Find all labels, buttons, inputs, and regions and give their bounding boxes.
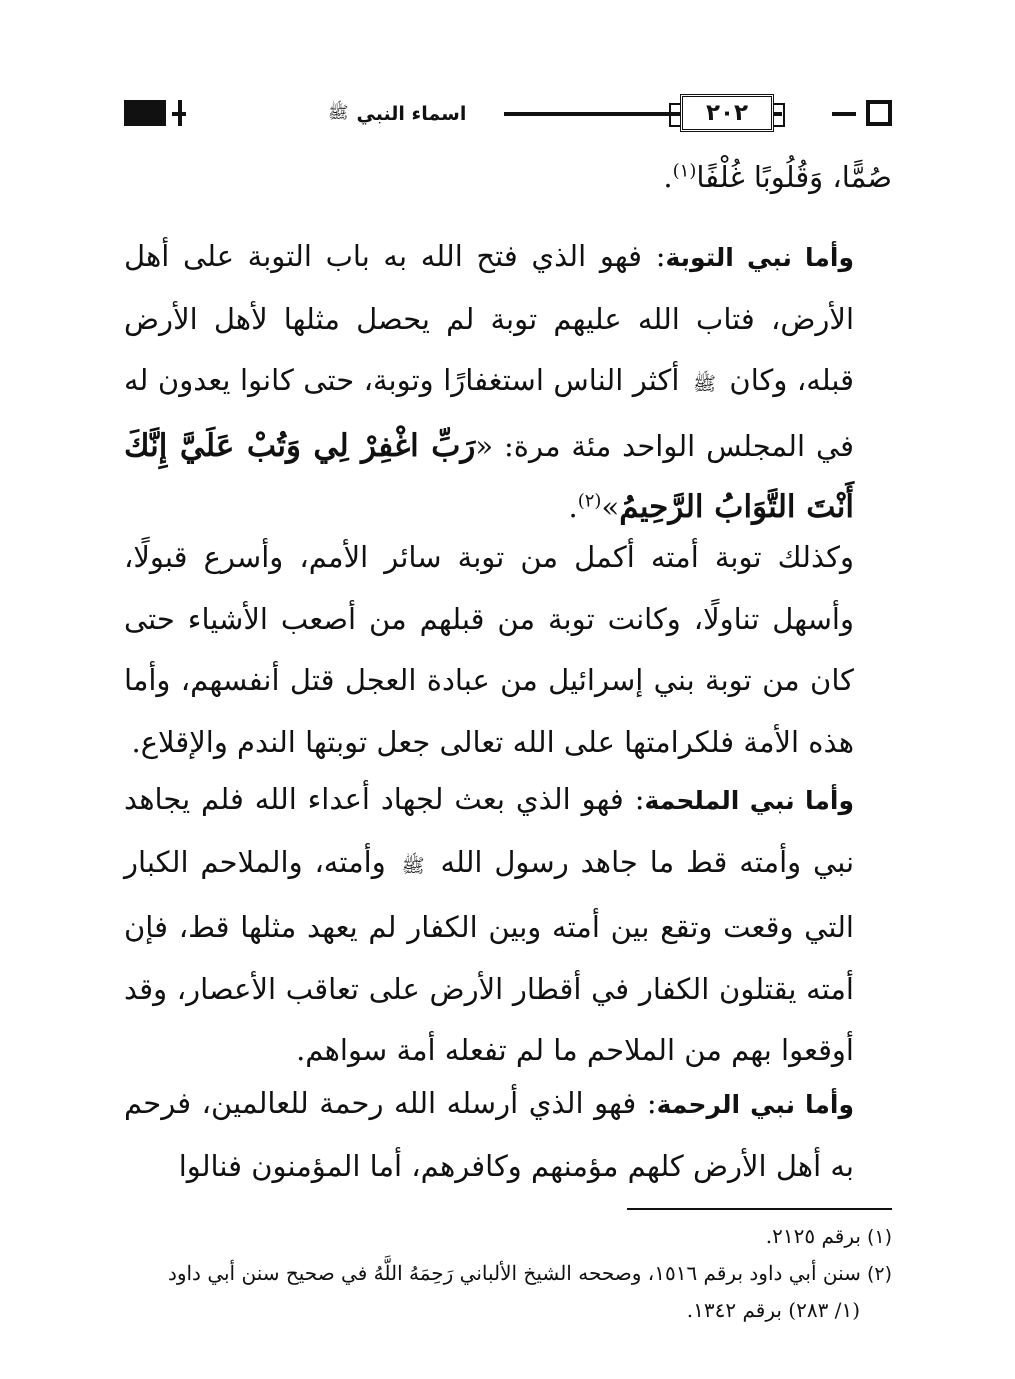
paragraph-umma-tawba [124, 527, 892, 773]
running-title [320, 96, 474, 132]
footnote-2-continuation: (١/ ٢٨٣) برقم ١٣٤٢. [686, 1298, 860, 1322]
header-ornament-left [124, 100, 166, 126]
hadith-quote: رَبِّ اغْفِرْ لِي وَتُبْ عَلَيَّ إِنَّكَ أَنْتَ التَّوَابُ الرَّحِيمُ [124, 427, 854, 525]
paragraph-text: : فهو الذي فتح الله به باب التوبة على أهل الأرض، فتاب الله عليهم توبة لم يحصل مثلها لأهل الأرض قبله، وكان [124, 239, 855, 397]
continuation-text: صُمًّا، وَقُلُوبًا غُلْفًا [696, 160, 892, 194]
footnote-1 [124, 1218, 892, 1255]
continuation-end: . [663, 160, 673, 194]
page-number-frame [680, 94, 774, 132]
footnote-ref-2: (٢) [577, 490, 602, 512]
footnotes [124, 1218, 892, 1328]
footnote-2 [124, 1255, 892, 1292]
paragraph-text: وأمته، والملاحم الكبار التي وقعت وتقع بين أمته وبين الكفار لم يعهد مثلها قط، فإن أمته يقتلون الكفار في أقطار الأرض على تعاقب الأعصار، وقد أوقعوا بهم من الملاحم ما لم تفعله أمة سواهم. [124, 844, 854, 1067]
paragraph-text: وكذلك توبة أمته أكمل من توبة سائر الأمم، وأسرع قبولًا، وأسهل تناولًا، وكانت توبة من قبلهم من أصعب الأشياء حتى كان من توبة بني إسرائيل من عبادة العجل قتل أنفسهم، وأما هذه الأمة فلكرامتها على الله تعالى جعل توبتها الندم والإقلاع. [124, 540, 854, 759]
footnote-number: (٢) [866, 1263, 892, 1285]
footnote-separator [627, 1208, 892, 1210]
honorific-glyph: ﷺ [692, 373, 716, 395]
paragraph-malhama [124, 769, 892, 1082]
running-header [124, 96, 892, 132]
footnote-text: برقم ٢١٢٥. [765, 1224, 861, 1248]
honorific-glyph: ﷺ [401, 854, 425, 877]
footnote-ref-1: (١) [672, 160, 697, 182]
paragraph-text: : فهو الذي أرسله الله رحمة للعالمين، فرحم به أهل الأرض كلهم مؤمنهم وكافرهم، أما المؤمنون فنالوا [124, 1086, 854, 1183]
header-ornament-right [866, 100, 892, 126]
paragraph-text: : فهو الذي بعث لجهاد أعداء الله فلم يجاهد نبي وأمته قط ما جاهد رسول الله [124, 782, 855, 879]
paragraph-tawba [124, 226, 892, 539]
header-rule-short [172, 112, 186, 116]
footnote-number: (١) [866, 1226, 892, 1248]
lead-term-tawba: وأما نبي التوبة [665, 243, 854, 272]
footnote-text: سنن أبي داود برقم ١٥١٦، وصححه الشيخ الألباني رَحِمَهُ اللَّهُ في صحيح سنن أبي داود [167, 1261, 861, 1285]
lead-term-malhama: وأما نبي الملحمة [644, 786, 854, 815]
page-number: ٢٠٢ [705, 100, 749, 126]
quote-close: » [601, 490, 620, 524]
paragraph-rahma [124, 1073, 892, 1197]
continuation-line [124, 147, 892, 209]
paragraph-text: أكثر الناس استغفارًا وتوبة، حتى كانوا يعدون له في المجلس الواحد مئة مرة: « [124, 363, 854, 463]
header-rule-edge [832, 112, 856, 116]
running-title-text: اسماء النبي [356, 103, 467, 125]
honorific-glyph: ﷺ [328, 102, 349, 123]
lead-term-rahma: وأما نبي الرحمة [656, 1090, 854, 1119]
paragraph-end: . [568, 490, 578, 524]
